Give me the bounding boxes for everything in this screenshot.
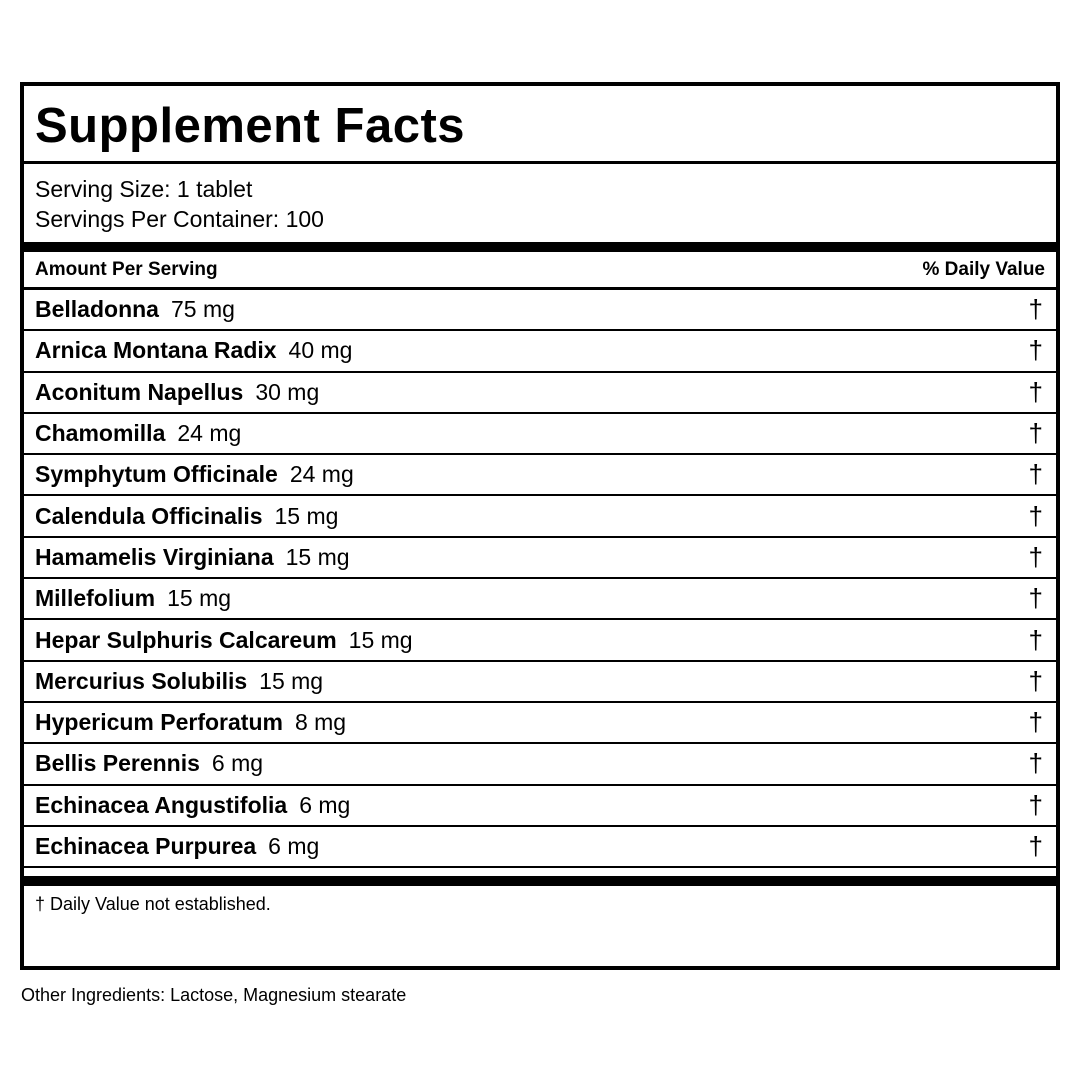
nutrient-amount: 75 mg <box>170 296 235 323</box>
nutrient-name: Symphytum Officinale <box>35 461 278 488</box>
nutrient-row <box>24 496 1056 537</box>
daily-value-dagger: † <box>1028 624 1043 655</box>
nutrient-name: Hepar Sulphuris Calcareum <box>35 626 337 653</box>
nutrient-row <box>24 827 1056 868</box>
daily-value-dagger: † <box>1028 665 1043 696</box>
nutrient-name: Hamamelis Virginiana <box>35 543 274 570</box>
daily-value-dagger: † <box>1028 376 1043 407</box>
nutrient-amount: 15 mg <box>167 585 232 612</box>
panel-title: Supplement Facts <box>24 86 1056 164</box>
amount-per-serving-header: Amount Per Serving <box>35 258 218 280</box>
nutrient-row <box>24 414 1056 455</box>
nutrient-row <box>24 373 1056 414</box>
nutrient-amount: 24 mg <box>177 420 242 447</box>
nutrient-name: Echinacea Angustifolia <box>35 791 288 818</box>
nutrient-name: Calendula Officinalis <box>35 502 263 529</box>
nutrient-amount: 6 mg <box>211 750 264 777</box>
nutrient-name: Mercurius Solubilis <box>35 667 248 694</box>
nutrient-amount: 30 mg <box>255 378 320 405</box>
nutrient-row <box>24 662 1056 703</box>
nutrient-amount: 40 mg <box>288 337 353 364</box>
nutrient-row <box>24 455 1056 496</box>
nutrient-name: Echinacea Purpurea <box>35 833 257 859</box>
nutrient-amount: 15 mg <box>285 543 350 570</box>
nutrient-amount: 6 mg <box>299 791 351 818</box>
nutrient-row <box>24 290 1056 331</box>
nutrient-amount: 24 mg <box>289 461 354 488</box>
nutrient-row <box>24 579 1056 620</box>
nutrient-name: Belladonna <box>35 296 159 323</box>
supplement-facts-panel <box>20 82 1060 970</box>
nutrient-row <box>24 620 1056 661</box>
nutrient-amount: 15 mg <box>274 502 339 529</box>
daily-value-dagger: † <box>1028 707 1043 738</box>
nutrient-row <box>24 538 1056 579</box>
nutrient-amount: 15 mg <box>348 626 413 653</box>
daily-value-dagger: † <box>1028 541 1043 572</box>
nutrient-row <box>24 786 1056 827</box>
footnote: † Daily Value not established. <box>35 894 271 915</box>
nutrient-list <box>24 290 1056 868</box>
daily-value-dagger: † <box>1028 418 1043 449</box>
nutrient-amount: 8 mg <box>294 709 347 736</box>
daily-value-header: % Daily Value <box>922 258 1045 280</box>
nutrient-row <box>24 703 1056 744</box>
daily-value-dagger: † <box>1028 831 1043 861</box>
nutrient-name: Hypericum Perforatum <box>35 709 283 736</box>
daily-value-dagger: † <box>1028 294 1043 325</box>
thick-divider-bottom <box>24 876 1056 886</box>
other-ingredients: Other Ingredients: Lactose, Magnesium stearate <box>21 985 407 1005</box>
serving-info <box>24 164 1056 242</box>
nutrient-name: Bellis Perennis <box>35 750 200 777</box>
daily-value-dagger: † <box>1028 748 1043 779</box>
nutrient-name: Millefolium <box>35 585 156 612</box>
thick-divider <box>24 242 1056 252</box>
nutrient-name: Aconitum Napellus <box>35 378 244 405</box>
nutrient-amount: 6 mg <box>268 833 320 859</box>
daily-value-dagger: † <box>1028 583 1043 614</box>
daily-value-dagger: † <box>1028 500 1043 531</box>
serving-size: Serving Size: 1 tablet <box>35 176 253 202</box>
nutrient-name: Chamomilla <box>35 420 166 447</box>
nutrient-amount: 15 mg <box>259 667 324 694</box>
nutrient-row <box>24 744 1056 785</box>
nutrient-row <box>24 331 1056 372</box>
daily-value-dagger: † <box>1028 335 1043 366</box>
daily-value-dagger: † <box>1028 459 1043 490</box>
nutrient-name: Arnica Montana Radix <box>35 337 277 364</box>
column-header-row <box>24 252 1056 290</box>
spacer <box>24 868 1056 876</box>
servings-per-container: Servings Per Container: 100 <box>35 206 324 232</box>
daily-value-dagger: † <box>1028 789 1043 820</box>
